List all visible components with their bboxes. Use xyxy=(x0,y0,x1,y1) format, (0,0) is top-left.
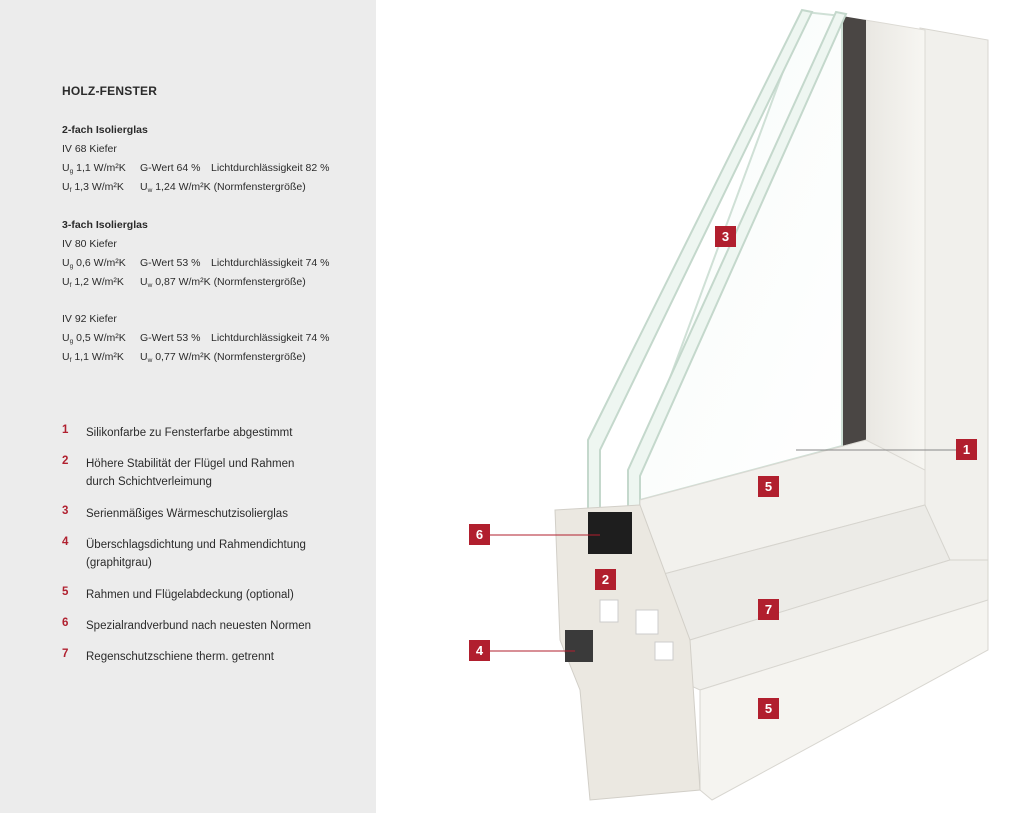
frame-vertical xyxy=(920,28,988,590)
page-title: HOLZ-FENSTER xyxy=(62,84,158,98)
lt-value: Lichtdurchlässigkeit 82 % xyxy=(211,162,330,174)
g-value: G-Wert 53 % xyxy=(140,257,201,269)
model-name: IV 80 Kiefer xyxy=(62,238,117,250)
model-name: IV 68 Kiefer xyxy=(62,143,117,155)
gasket xyxy=(565,630,593,662)
window-illustration xyxy=(376,0,1024,813)
spec-section-iv92: IV 92 Kiefer $U_g$ 0,5 W/m²K G-Wert 53 % Lichtdurchlässigkeit 74 % $U_f$ 1,1 W/m²K $U_w$ 0,77 W/m²K (Normfenstergröße) xyxy=(62,310,117,367)
lt-value: Lichtdurchlässigkeit 74 % xyxy=(211,257,330,269)
uw-value: 0,77 W/m²K (Normfenstergröße) xyxy=(155,351,306,363)
edge-seal xyxy=(588,512,632,554)
section-heading: 3-fach Isolierglas xyxy=(62,219,148,231)
callout-badge-6: 6 xyxy=(469,524,490,545)
callout-badge-4: 4 xyxy=(469,640,490,661)
callout-badge-7: 7 xyxy=(758,599,779,620)
uw-value: 0,87 W/m²K (Normfenstergröße) xyxy=(155,276,306,288)
ug-value: 0,5 W/m²K xyxy=(76,332,126,344)
spec-section-2fach: 2-fach Isolierglas IV 68 Kiefer $U_g$ 1,1 W/m²K G-Wert 64 % Lichtdurchlässigkeit 82 % $U_f$ 1,3 W/m²K $U_w$ 1,24 W/m²K (Normfenstergröße) xyxy=(62,121,148,197)
spec-section-3fach: 3-fach Isolierglas IV 80 Kiefer $U_g$ 0,6 W/m²K G-Wert 53 % Lichtdurchlässigkeit 74 % $U_f$ 1,2 W/m²K $U_w$ 0,87 W/m²K (Normfenstergröße) xyxy=(62,216,148,292)
spec-panel: HOLZ-FENSTER 2-fach Isolierglas IV 68 Kiefer $U_g$ 1,1 W/m²K G-Wert 64 % Lichtdurchlässigkeit 82 % $U_f$ 1,3 W/m²K $U_w$ 1,24 W/m²K (Normfenstergröße) 3-fach Isolierglas IV 80 Kiefer $U_g$ 0,6 W/m²K G-Wert 53 % Lichtdurchlässigkeit 74 % $U_f$ 1,2 W/m²K $U_w$ 0,87 W/m²K (Normfenstergröße) IV 92 Kiefer $U_g$ 0,5 W/m²K G-Wert 53 % Lichtdurchlässigkeit 74 % $U_f$ 1,1 W/m²K $U_w$ 0,77 W/m²K (Normfenstergröße) 1 Silikonfarbe zu Fensterfarbe abgestimmt 2 Höhere Stabilität der Flügel und Rahmen durch Schichtverleimung 3 Serienmäßiges Wärmeschutzisolierglas 4 Überschlagsdichtung und Rahmendichtung (graphitgrau) 5 Rahmen und Flügelabdeckung (optional) 6 Spezialrandverbund nach neuesten Normen 7 Regenschutzschiene therm. getrennt xyxy=(0,0,376,813)
callout-badge-2: 2 xyxy=(595,569,616,590)
ug-value: 0,6 W/m²K xyxy=(76,257,126,269)
ug-value: 1,1 W/m²K xyxy=(76,162,126,174)
uf-value: 1,1 W/m²K xyxy=(74,351,124,363)
uf-value: 1,2 W/m²K xyxy=(74,276,124,288)
model-name: IV 92 Kiefer xyxy=(62,313,117,325)
g-value: G-Wert 64 % xyxy=(140,162,201,174)
callout-badge-3: 3 xyxy=(715,226,736,247)
callout-badge-5b: 5 xyxy=(758,698,779,719)
g-value: G-Wert 53 % xyxy=(140,332,201,344)
uf-value: 1,3 W/m²K xyxy=(74,181,124,193)
callout-badge-5: 5 xyxy=(758,476,779,497)
lt-value: Lichtdurchlässigkeit 74 % xyxy=(211,332,330,344)
callout-badge-1: 1 xyxy=(956,439,977,460)
spacer-strip xyxy=(842,16,866,446)
section-heading: 2-fach Isolierglas xyxy=(62,124,148,136)
uw-value: 1,24 W/m²K (Normfenstergröße) xyxy=(155,181,306,193)
